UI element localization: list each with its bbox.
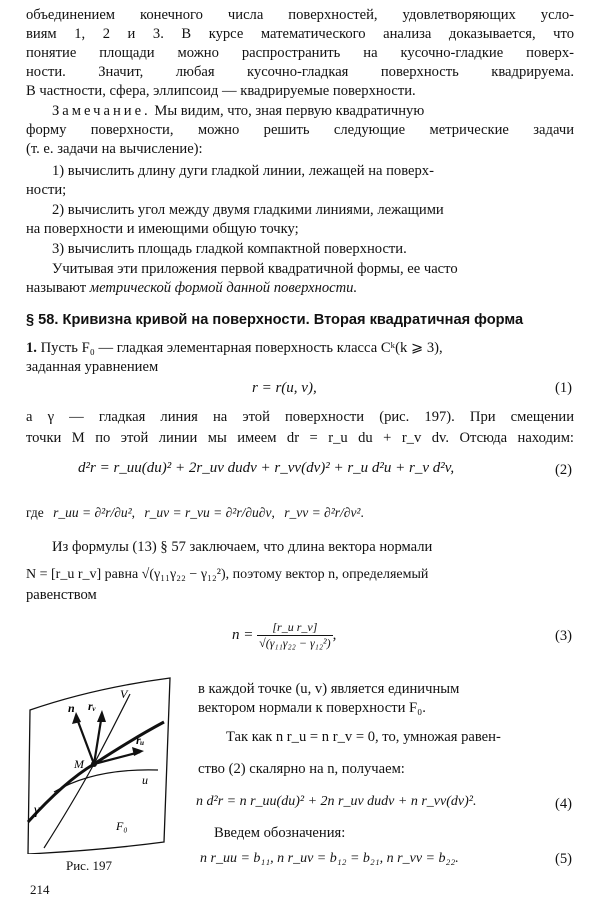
equation-lhs: n =	[232, 626, 254, 643]
equation-number: (3)	[554, 628, 572, 644]
page-number: 214	[30, 882, 50, 897]
text-line	[26, 339, 574, 358]
text-line: ности. Значит, любая кусочно-гладкая поверхность квадрируема.	[26, 64, 574, 80]
text-line: Так как n r_u = n r_v = 0, то, умножая равен-	[226, 729, 501, 745]
text-line: В частности, сфера, эллипсоид — квадрируемые поверхности.	[26, 83, 416, 99]
definition: r_uu = ∂²r/∂u²	[53, 505, 132, 520]
text-fragment: называют	[26, 280, 90, 296]
text-line: вектором нормали к поверхности F₀.	[198, 700, 426, 716]
label-gamma: γ	[34, 803, 40, 818]
text-line: понятие площади можно распространить на кусочно-гладкие поверх-	[26, 45, 574, 61]
definitions-line: где r_uu = ∂²r/∂u², r_uv = r_vu = ∂²r/∂u∂v, r_vv = ∂²r/∂v².	[26, 505, 364, 520]
label-v: V	[120, 687, 128, 701]
figure-caption: Рис. 197	[66, 858, 112, 873]
section-heading	[26, 312, 574, 328]
equation-number: (5)	[554, 851, 572, 867]
equation-number: (2)	[554, 462, 572, 478]
text-line: в каждой точке (u, v) является единичным	[198, 681, 460, 697]
list-item-line: на поверхности и имеющими общую точку;	[26, 221, 299, 237]
label-u: u	[142, 773, 148, 787]
text-line: Учитывая эти приложения первой квадратичной формы, ее часто	[52, 261, 458, 277]
definition: r_vv = ∂²r/∂v²	[284, 505, 361, 520]
label-f0: F₀	[116, 819, 128, 833]
equation-5: n r_uu = b₁₁, n r_uv = b₁₂ = b₂₁, n r_vv = b₂₂.	[200, 851, 459, 866]
equation-3: n = $\frac{\text{[r\_u r\_v]}}{\text{√(γ₁₁γ₂₂ − γ₁₂²)}}$ ,	[232, 620, 337, 650]
text-line	[26, 279, 574, 298]
arrow-head-icon	[97, 710, 106, 722]
section-title: Кривизна кривой на поверхности. Вторая квадратичная форма	[62, 312, 524, 328]
text-line: равенством	[26, 587, 97, 603]
text-line: Из формулы (13) § 57 заключаем, что длина вектора нормали	[52, 539, 433, 555]
text-line: виям 1, 2 и 3. В курсе математического анализа доказывается, что	[26, 26, 574, 42]
text-line: ство (2) скалярно на n, получаем:	[198, 761, 405, 777]
text-line: Введем обозначения:	[214, 825, 346, 841]
text-line: форму поверхности, можно решить следующие метрические задачи	[26, 122, 574, 138]
label-ru: rᵤ	[136, 733, 145, 747]
where-label: где	[26, 505, 44, 520]
list-item-line: 2) вычислить угол между двумя гладкими линиями, лежащими	[52, 202, 444, 218]
equation-number: (4)	[554, 796, 572, 812]
surface-patch	[28, 678, 170, 854]
paragraph-number: 1.	[26, 340, 37, 356]
remark-label: Замечание.	[52, 103, 151, 119]
text-line: а γ — гладкая линия на этой поверхности (рис. 197). При смещении	[26, 409, 574, 425]
label-rv: rᵥ	[88, 699, 96, 713]
list-item-line: ности;	[26, 182, 67, 198]
text-line: заданная уравнением	[26, 359, 159, 375]
list-item-line: 3) вычислить площадь гладкой компактной поверхности.	[52, 241, 407, 257]
equation-4: n d²r = n r_uu(du)² + 2n r_uv dudv + n r_vv(dv)².	[196, 794, 477, 809]
text-line: точки M по этой линии мы имеем dr = r_u du + r_v dv. Отсюда находим:	[26, 430, 574, 446]
remark-line	[52, 102, 574, 121]
italic-term: метрической формой данной поверхности.	[89, 280, 358, 296]
section-number: § 58.	[26, 312, 59, 328]
text-line: N = [r_u r_v] равна √(γ₁₁γ₂₂ − γ₁₂²), поэтому вектор n, определяемый	[26, 567, 429, 582]
equation-1: r = r(u, v),	[252, 380, 317, 396]
definition: r_uv = r_vu = ∂²r/∂u∂v	[144, 505, 272, 520]
equation-2: d²r = r_uu(du)² + 2r_uv dudv + r_vv(dv)² + r_u d²u + r_v d²v,	[78, 460, 455, 476]
list-item-line: 1) вычислить длину дуги гладкой линии, лежащей на поверх-	[52, 163, 434, 179]
fraction	[257, 620, 333, 651]
text-line: объединением конечного числа поверхностей, удовлетворяющих усло-	[26, 7, 574, 23]
point-m	[91, 761, 97, 767]
arrow-head-icon	[132, 747, 144, 756]
surface-figure	[24, 672, 176, 854]
remark-text: Мы видим, что, зная первую квадратичную	[150, 103, 425, 119]
text-line: (т. е. задачи на вычисление):	[26, 141, 203, 157]
fraction-numerator: [r_u r_v]	[257, 620, 333, 636]
label-m: M	[74, 757, 84, 771]
fraction-denominator: √(γ₁₁γ₂₂ − γ₁₂²)	[259, 636, 331, 650]
equation-number: (1)	[554, 380, 572, 396]
text-fragment: Пусть F₀ — гладкая элементарная поверхность класса Cᵏ(k ⩾ 3),	[40, 340, 443, 356]
label-n: n	[68, 701, 75, 715]
